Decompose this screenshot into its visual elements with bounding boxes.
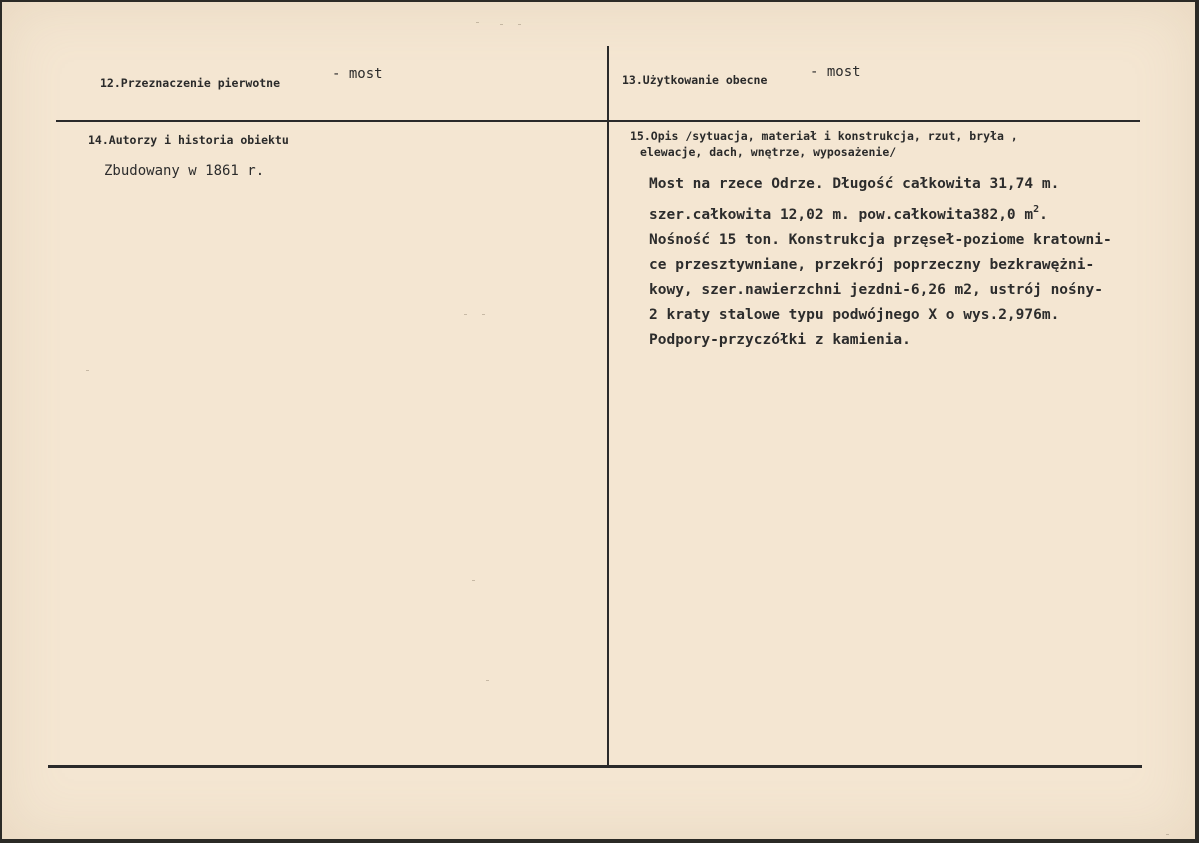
field-14-label: 14.Autorzy i historia obiektu: [88, 133, 289, 147]
description-line-5: kowy, szer.nawierzchni jezdni-6,26 m2, ustrój nośny-: [649, 282, 1103, 298]
field-13-label: 13.Użytkowanie obecne: [622, 73, 768, 87]
paper-speck: [86, 370, 89, 371]
description-line-2-suffix: .: [1039, 207, 1048, 223]
horizontal-divider-bottom: [48, 765, 1142, 768]
field-14-value: Zbudowany w 1861 r.: [104, 163, 265, 179]
paper-speck: [482, 314, 485, 315]
description-line-4: ce przesztywniane, przekrój poprzeczny bezkrawężni-: [649, 257, 1095, 273]
paper-speck: [486, 680, 489, 681]
description-line-7: Podpory-przyczółki z kamienia.: [649, 332, 911, 348]
field-12-value: - most: [332, 66, 383, 82]
paper-speck: [518, 24, 521, 25]
paper-speck: [500, 24, 503, 25]
field-15-label-line2: elewacje, dach, wnętrze, wyposażenie/: [640, 145, 897, 159]
field-13-value: - most: [810, 64, 861, 80]
superscript-2: 2: [1033, 204, 1040, 215]
paper-speck: [472, 580, 475, 581]
description-line-1: Most na rzece Odrze. Długość całkowita 31,74 m.: [649, 176, 1060, 192]
field-15-description: [649, 172, 1112, 353]
paper-speck: [1166, 834, 1169, 835]
paper-speck: [464, 314, 467, 315]
description-line-2: [649, 197, 1112, 228]
field-15-label-line1: 15.Opis /sytuacja, materiał i konstrukcja, rzut, bryła ,: [630, 129, 1018, 143]
horizontal-divider-top: [56, 120, 1140, 122]
description-line-2-text: szer.całkowita 12,02 m. pow.całkowita382,0 m: [649, 207, 1034, 223]
inventory-card: [2, 2, 1195, 839]
description-line-6: 2 kraty stalowe typu podwójnego X o wys.2,976m.: [649, 307, 1060, 323]
field-12-label: 12.Przeznaczenie pierwotne: [100, 76, 281, 90]
description-line-3: Nośność 15 ton. Konstrukcja przęseł-poziome kratowni-: [649, 232, 1112, 248]
paper-speck: [476, 22, 479, 23]
vertical-divider: [607, 46, 609, 766]
